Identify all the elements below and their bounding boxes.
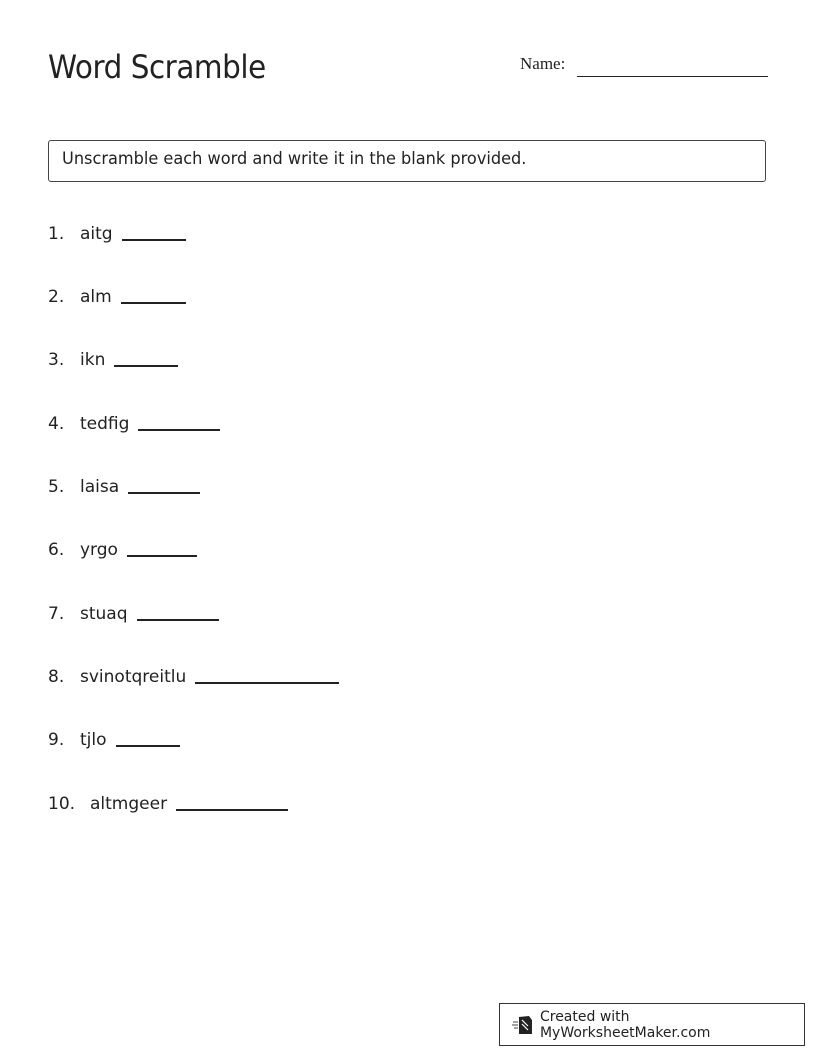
scramble-item [48, 350, 178, 370]
answer-blank[interactable] [138, 428, 220, 431]
item-number: 5. [48, 477, 65, 497]
scramble-item [48, 730, 180, 750]
scrambled-word: tedfig [80, 414, 130, 434]
item-number: 2. [48, 287, 65, 307]
page-title: Word Scramble [48, 48, 266, 86]
scramble-item [48, 224, 186, 244]
instructions-box [48, 140, 766, 182]
item-number: 10. [48, 794, 76, 814]
name-label: Name: [520, 54, 566, 73]
answer-blank[interactable] [121, 301, 186, 304]
scramble-item [48, 540, 197, 560]
scramble-item [48, 604, 219, 624]
answer-blank[interactable] [116, 744, 180, 747]
answer-blank[interactable] [122, 238, 186, 241]
item-number: 4. [48, 414, 65, 434]
scramble-item [48, 414, 220, 434]
scrambled-word: ikn [80, 350, 106, 370]
scrambled-word: svinotqreitlu [80, 667, 187, 687]
name-blank-line[interactable] [577, 76, 768, 77]
answer-blank[interactable] [195, 681, 339, 684]
footer-badge[interactable] [499, 1003, 805, 1046]
scrambled-word: tjlo [80, 730, 107, 750]
scrambled-word: aitg [80, 224, 113, 244]
item-number: 9. [48, 730, 65, 750]
item-number: 1. [48, 224, 65, 244]
answer-blank[interactable] [128, 491, 200, 494]
scrambled-word: stuaq [80, 604, 128, 624]
footer-text: Created with MyWorksheetMaker.com [539, 1008, 711, 1041]
scramble-item [48, 477, 200, 497]
answer-blank[interactable] [176, 808, 288, 811]
answer-blank[interactable] [127, 554, 197, 557]
scramble-item [48, 794, 288, 814]
scrambled-word: yrgo [80, 540, 118, 560]
item-number: 6. [48, 540, 65, 560]
answer-blank[interactable] [114, 364, 178, 367]
scramble-item [48, 287, 186, 307]
answer-blank[interactable] [137, 618, 219, 621]
item-number: 3. [48, 350, 65, 370]
item-number: 7. [48, 604, 65, 624]
scrambled-word: laisa [80, 477, 120, 497]
scrambled-word: alm [80, 287, 112, 307]
scramble-item [48, 667, 339, 687]
item-number: 8. [48, 667, 65, 687]
scrambled-word: altmgeer [90, 794, 168, 814]
instructions-text: Unscramble each word and write it in the blank provided. [62, 149, 527, 169]
worksheet-logo-icon [512, 1014, 534, 1036]
